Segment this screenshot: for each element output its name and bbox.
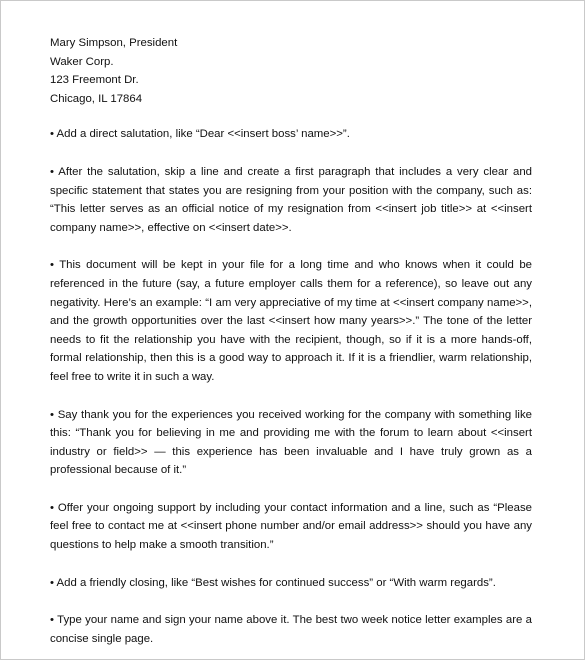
address-line-company: Waker Corp. [50, 55, 114, 68]
address-line-street: 123 Freemont Dr. [50, 74, 139, 87]
letter-body [50, 34, 532, 667]
address-line-city: Chicago, IL 17864 [50, 92, 143, 105]
address-line-name: Mary Simpson, President [50, 37, 178, 49]
tip-salutation: • Add a direct salutation, like “Dear <<insert boss’ name>>”. [50, 128, 350, 141]
tip-closing: • Add a friendly closing, like “Best wishes for continued success” or “With warm regards”. [50, 576, 496, 589]
tip-tone: • This document will be kept in your file for a long time and who knows when it could be referenced in the future (say, a future employer calls them for a reference), so leave out any negativity. Here’s an example: “I am very appreciative of my time at <<insert company name>>, and the growth opportunities over the last <<insert how many years>>.” The tone of the letter needs to fit the relationship you have with the recipient, though, so if it is a more hands-off, formal relationship, then this is a good way to approach it. If it is a friendlier, warm relationship, feel free to write it in such a way. [50, 259, 532, 383]
tip-first-paragraph: • After the salutation, skip a line and create a first paragraph that includes a very clear and specific statement that states you are resigning from your position with the company, such as: “This letter serves as an official notice of my resignation from <<insert job title>> at <<insert company name>>, effective on <<insert date>>. [50, 165, 532, 234]
tip-ongoing-support: • Offer your ongoing support by including your contact information and a line, such as “Please feel free to contact me at <<insert phone number and/or email address>> should you have any questions to help make a smooth transition.” [50, 501, 532, 552]
tip-thank-you: • Say thank you for the experiences you received working for the company with something like this: “Thank you for believing in me and providing me with the forum to learn about <<insert industry or field>> — this experience has been invaluable and I have truly grown as a professional because of it.” [50, 408, 532, 477]
tip-signature: • Type your name and sign your name above it. The best two week notice letter examples are a concise single page. [50, 614, 532, 645]
recipient-address [50, 34, 532, 108]
